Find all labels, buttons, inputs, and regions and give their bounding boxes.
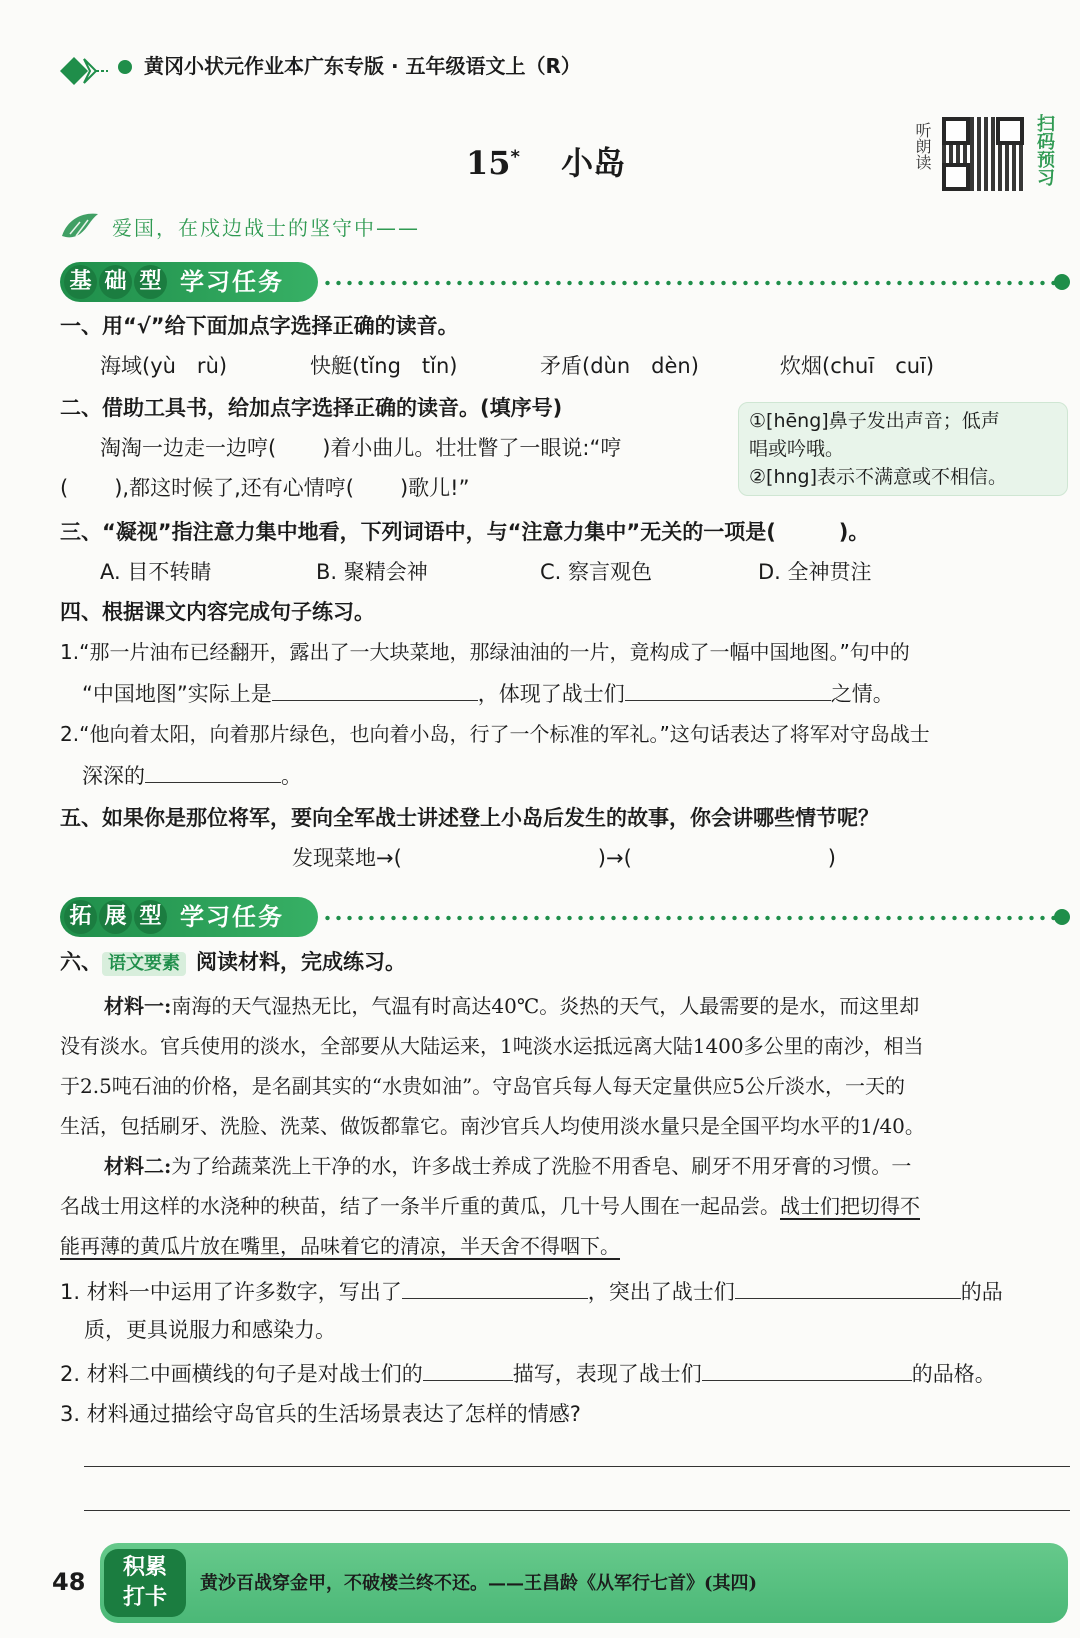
q1-item-3[interactable]: 矛盾(dùn dèn) — [540, 354, 699, 378]
q6-prefix: 六、 — [60, 950, 102, 974]
qr-left-text: 听朗读 — [913, 122, 932, 170]
section-end-dot — [1054, 274, 1070, 290]
bird-icon — [60, 210, 100, 244]
subtitle: 爱国，在戍边战士的坚守中—— — [112, 216, 420, 240]
basic-section-tag — [60, 262, 318, 302]
q6-material-1-line-4: 生活，包括刷牙、洗脸、洗菜、做饭都靠它。南沙官兵人均使用淡水量只是全国平均水平的1/40。 — [60, 1114, 925, 1138]
q6-title — [60, 950, 406, 976]
header-logo — [60, 55, 110, 87]
q4-title: 四、根据课文内容完成句子练习。 — [60, 600, 375, 624]
q4-s1-line2 — [82, 680, 894, 706]
footer-tag — [104, 1549, 186, 1617]
q6-material-2-line-2 — [60, 1194, 920, 1218]
q5-flow-mid: )→( — [597, 846, 632, 870]
q5-flow — [292, 846, 836, 870]
q6-material-1-line-1 — [104, 994, 919, 1018]
basic-section-header — [60, 262, 1070, 302]
q4-s2-blank[interactable] — [145, 762, 281, 783]
q2-line-2 — [60, 476, 469, 500]
q6-material-2-line-1 — [104, 1154, 911, 1178]
q6-material-1-line-2: 没有淡水。官兵使用的淡水，全部要从大陆运来，1吨淡水运抵远离大陆1400多公里的南沙，相当 — [60, 1034, 924, 1058]
q4-s2-c: 。 — [281, 764, 302, 788]
q2-title: 二、借助工具书，给加点字选择正确的读音。(填序号) — [60, 396, 563, 420]
q2-line-1 — [100, 436, 621, 460]
q6-p1-c: 的品 — [960, 1280, 1003, 1304]
q6-p2 — [60, 1360, 996, 1386]
q3-option-c[interactable]: C. 察言观色 — [540, 560, 653, 584]
q6-m2-label: 材料二: — [104, 1154, 172, 1178]
q6-p1-line-2: 质，更具说服力和感染力。 — [84, 1318, 336, 1342]
q1-item-2[interactable]: 快艇(tǐng tǐn) — [310, 354, 458, 378]
q6-p1-blank-2[interactable] — [735, 1278, 961, 1299]
q6-p2-blank-1[interactable] — [423, 1360, 513, 1381]
q2-dictionary-note — [738, 402, 1068, 496]
q1-item-4[interactable]: 炊烟(chuī cuī) — [780, 354, 935, 378]
q4-s1-blank-1[interactable] — [272, 680, 478, 701]
lesson-number: 15 — [466, 144, 511, 182]
q2-line2-a: ( — [60, 476, 69, 500]
lesson-mark: * — [510, 146, 520, 168]
q5-flow-end: ) — [827, 846, 836, 870]
extend-section-tag — [60, 897, 318, 937]
q6-p1-line-1 — [60, 1278, 1003, 1304]
basic-tag-char-2: 础 — [99, 265, 132, 299]
qr-right-text: 扫码预习 — [1034, 114, 1055, 186]
lesson-title — [466, 138, 625, 184]
answer-line-1[interactable] — [84, 1466, 1070, 1467]
q6-m2-l2a: 名战士用这样的水浇种的秧苗，结了一条半斤重的黄瓜，几十号人围在一起品尝。 — [60, 1194, 780, 1218]
q6-p1-blank-1[interactable] — [402, 1278, 588, 1299]
q4-s2-line2 — [82, 762, 302, 788]
q6-m2-l1: 为了给蔬菜洗上干净的水，许多战士养成了洗脸不用香皂、刷牙不用牙膏的习惯。一 — [171, 1154, 912, 1178]
q6-material-2-line-3: 能再薄的黄瓜片放在嘴里，品味着它的清凉，半天舍不得咽下。 — [60, 1234, 620, 1258]
q6-p2-c: 的品格。 — [911, 1362, 996, 1386]
q4-s2-b: 深深的 — [82, 764, 145, 788]
q3-title: 三、“凝视”指注意力集中地看，下列词语中，与“注意力集中”无关的一项是( )。 — [60, 520, 870, 544]
basic-tag-char-1: 基 — [64, 265, 97, 299]
q6-p1-b: ，突出了战士们 — [587, 1280, 735, 1304]
q2-note-2: ②[hng]表示不满意或不相信。 — [749, 466, 1008, 488]
answer-line-2[interactable] — [84, 1510, 1070, 1511]
q6-p2-b: 描写，表现了战士们 — [512, 1362, 702, 1386]
q4-s2-line1: 2.“他向着太阳，向着那片绿色，也向着小岛，行了一个标准的军礼。”这句话表达了将军对守岛战士 — [60, 722, 930, 746]
basic-tag-text: 学习任务 — [180, 268, 284, 296]
q4-s1-c: ，体现了战士们 — [477, 682, 625, 706]
footer-tag-line-2: 打卡 — [122, 1585, 167, 1610]
q6-title-text: 阅读材料，完成练习。 — [196, 950, 406, 974]
extend-section-header — [60, 897, 1070, 937]
q2-note-1: ①[hēng]鼻子发出声音；低声 — [749, 410, 1000, 432]
q2-line2-c: )歌儿!” — [399, 476, 470, 500]
section-end-dot — [1054, 909, 1070, 925]
q6-material-1-line-3: 于2.5吨石油的价格，是名副其实的“水贵如油”。守岛官兵每人每天定量供应5公斤淡水，一天的 — [60, 1074, 905, 1098]
header-series-title: 黄冈小状元作业本广东专版 · 五年级语文上（R） — [144, 54, 581, 78]
basic-tag-char-3: 型 — [134, 265, 167, 299]
lesson-name: 小岛 — [561, 144, 626, 182]
q2-line1-b: )着小曲儿。壮壮瞥了一眼说:“哼 — [322, 436, 622, 460]
page-number: 48 — [52, 1568, 86, 1596]
q1-item-1[interactable]: 海域(yù rù) — [100, 354, 228, 378]
extend-tag-text: 学习任务 — [180, 903, 284, 931]
q2-note-1b: 唱或吟哦。 — [749, 438, 845, 460]
q5-flow-start: 发现菜地→( — [292, 846, 402, 870]
q4-s1-d: 之情。 — [830, 682, 894, 706]
footer-tag-line-1: 积累 — [122, 1555, 167, 1580]
footer-banner — [100, 1543, 1068, 1623]
q4-s1-blank-2[interactable] — [625, 680, 831, 701]
q6-badge: 语文要素 — [102, 952, 186, 976]
q6-p3: 3. 材料通过描绘守岛官兵的生活场景表达了怎样的情感? — [60, 1402, 581, 1426]
q4-s1-b: “中国地图”实际上是 — [82, 682, 272, 706]
q1-title: 一、用“√”给下面加点字选择正确的读音。 — [60, 314, 459, 338]
q2-line1-a: 淘淘一边走一边哼( — [100, 436, 277, 460]
q6-m1-label: 材料一: — [104, 994, 172, 1018]
q3-option-b[interactable]: B. 聚精会神 — [316, 560, 428, 584]
extend-tag-char-3: 型 — [134, 900, 167, 934]
q6-m2-underlined-a: 战士们把切得不 — [780, 1194, 920, 1218]
q3-option-a[interactable]: A. 目不转睛 — [100, 560, 212, 584]
footer-quote: 黄沙百战穿金甲，不破楼兰终不还。——王昌龄《从军行七首》(其四) — [200, 1573, 758, 1594]
q3-option-d[interactable]: D. 全神贯注 — [758, 560, 872, 584]
q6-p2-blank-2[interactable] — [702, 1360, 912, 1381]
q5-title: 五、如果你是那位将军，要向全军战士讲述登上小岛后发生的故事，你会讲哪些情节呢？ — [60, 806, 879, 830]
q2-line2-b: ),都这时候了,还有心情哼( — [114, 476, 354, 500]
q6-m1-l1: 南海的天气湿热无比，气温有时高达40℃。炎热的天气，人最需要的是水，而这里却 — [171, 994, 920, 1018]
q6-p1-a: 1. 材料一中运用了许多数字，写出了 — [60, 1280, 402, 1304]
extend-tag-char-1: 拓 — [64, 900, 97, 934]
q6-p2-a: 2. 材料二中画横线的句子是对战士们的 — [60, 1362, 423, 1386]
q4-s1-line1: 1.“那一片油布已经翻开，露出了一大块菜地，那绿油油的一片，竟构成了一幅中国地图。”句中的 — [60, 640, 910, 664]
section-dots — [322, 280, 1070, 286]
qr-code-icon[interactable] — [942, 117, 1024, 191]
section-dots — [322, 915, 1070, 921]
header-dot — [118, 60, 132, 74]
extend-tag-char-2: 展 — [99, 900, 132, 934]
